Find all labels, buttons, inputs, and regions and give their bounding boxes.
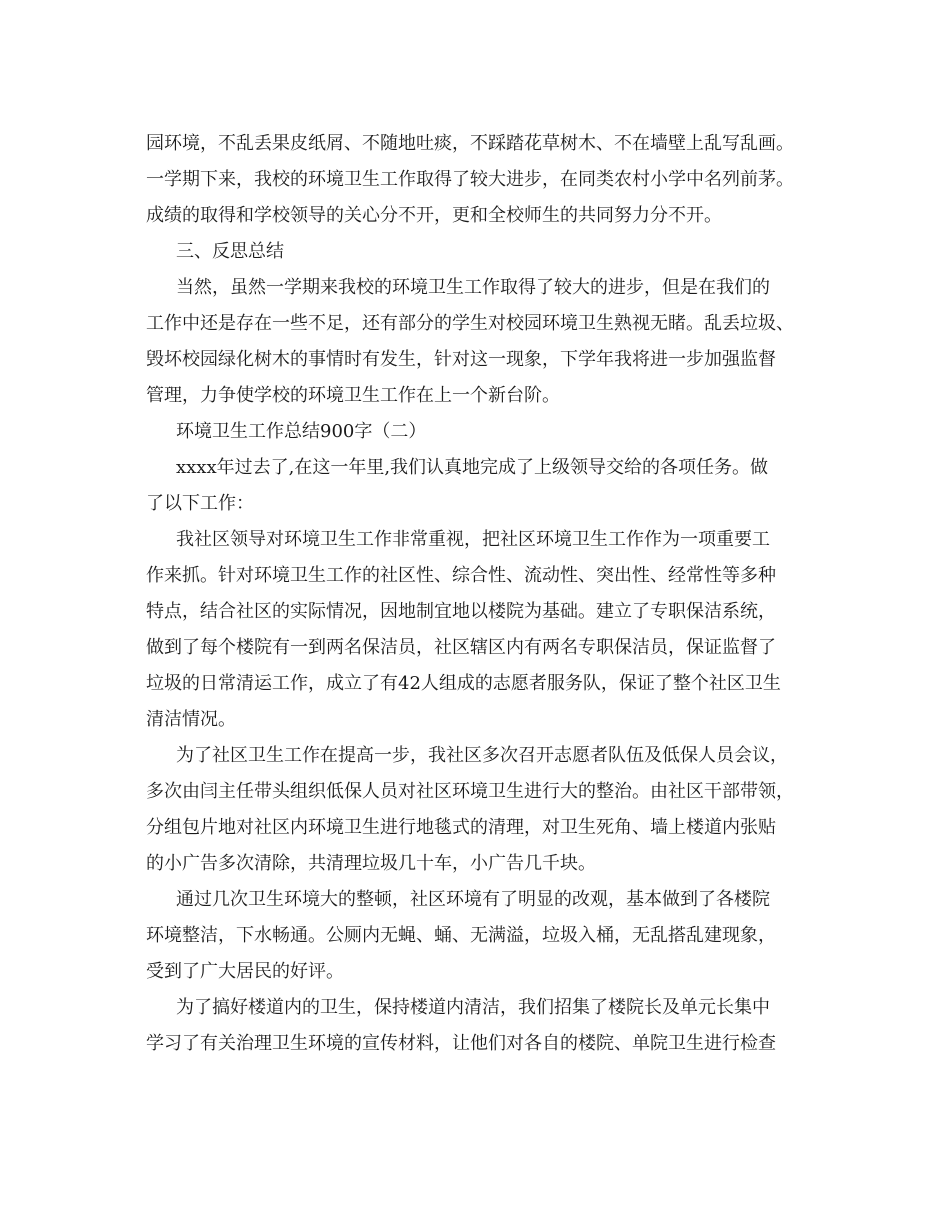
text-line: 成绩的取得和学校领导的关心分不开，更和全校师生的共同努力分不开。 bbox=[146, 205, 722, 226]
text-line: 了以下工作： bbox=[146, 493, 254, 514]
text-line: 的小广告多次清除，共清理垃圾几十车，小广告几千块。 bbox=[146, 853, 596, 874]
text-line: 园环境，不乱丢果皮纸屑、不随地吐痰，不踩踏花草树木、不在墙壁上乱写乱画。 bbox=[146, 133, 794, 154]
text-line: 受到了广大居民的好评。 bbox=[146, 961, 344, 982]
text-line: 清洁情况。 bbox=[146, 709, 236, 730]
text-line: 为了搞好楼道内的卫生，保持楼道内清洁，我们招集了楼院长及单元长集中 bbox=[176, 997, 770, 1018]
text-line: 一学期下来，我校的环境卫生工作取得了较大进步，在同类农村小学中名列前茅。 bbox=[146, 169, 794, 190]
text-line: 管理，力争使学校的环境卫生工作在上一个新台阶。 bbox=[146, 385, 560, 406]
text-line: 我社区领导对环境卫生工作非常重视，把社区环境卫生工作作为一项重要工 bbox=[176, 529, 770, 550]
text-line: 多次由闫主任带头组织低保人员对社区环境卫生进行大的整治。由社区干部带领， bbox=[146, 781, 794, 802]
text-line: 当然，虽然一学期来我校的环境卫生工作取得了较大的进步，但是在我们的 bbox=[176, 277, 770, 298]
text-line: 特点，结合社区的实际情况，因地制宜地以楼院为基础。建立了专职保洁系统， bbox=[146, 601, 776, 622]
text-line: xxxx年过去了,在这一年里,我们认真地完成了上级领导交给的各项任务。做 bbox=[176, 457, 769, 478]
text-line: 环境整洁，下水畅通。公厕内无蝇、蛹、无满溢，垃圾入桶，无乱搭乱建现象， bbox=[146, 925, 776, 946]
text-line: 为了社区卫生工作在提高一步，我社区多次召开志愿者队伍及低保人员会议， bbox=[176, 745, 788, 766]
text-line: 分组包片地对社区内环境卫生进行地毯式的清理，对卫生死角、墙上楼道内张贴 bbox=[146, 817, 776, 838]
text-line: 毁坏校园绿化树木的事情时有发生，针对这一现象，下学年我将进一步加强监督 bbox=[146, 349, 776, 370]
text-line: 垃圾的日常清运工作，成立了有42人组成的志愿者服务队，保证了整个社区卫生 bbox=[146, 673, 781, 694]
document-subtitle: 环境卫生工作总结900字（二） bbox=[176, 421, 427, 442]
text-line: 工作中还是存在一些不足，还有部分的学生对校园环境卫生熟视无睹。乱丢垃圾、 bbox=[146, 313, 794, 334]
section-heading: 三、反思总结 bbox=[176, 241, 284, 262]
text-line: 作来抓。针对环境卫生工作的社区性、综合性、流动性、突出性、经常性等多种 bbox=[146, 565, 776, 586]
text-line: 通过几次卫生环境大的整顿，社区环境有了明显的改观，基本做到了各楼院 bbox=[176, 889, 770, 910]
text-line: 学习了有关治理卫生环境的宣传材料，让他们对各自的楼院、单院卫生进行检查 bbox=[146, 1033, 776, 1054]
text-line: 做到了每个楼院有一到两名保洁员，社区辖区内有两名专职保洁员，保证监督了 bbox=[146, 637, 776, 658]
